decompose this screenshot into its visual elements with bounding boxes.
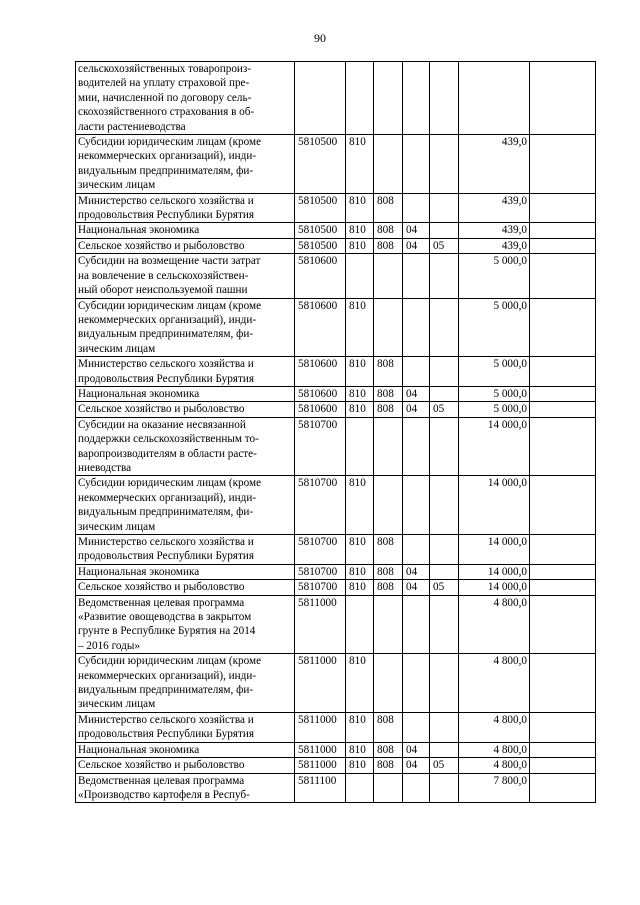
ministry-code-cell: 810 — [346, 298, 374, 357]
table-row — [76, 595, 596, 654]
item-name-line: Национальная экономика — [78, 224, 200, 237]
empty-cell — [530, 773, 596, 803]
item-name-line: Сельское хозяйство и рыболовство — [78, 403, 245, 416]
item-name-cell — [76, 402, 295, 417]
item-name-line: ниеводства — [78, 461, 132, 474]
item-name-line: грунте в Республике Бурятия на 2014 — [78, 625, 256, 638]
table-row — [76, 417, 596, 476]
item-name-line: сельскохозяйственных товаропроиз- — [78, 63, 252, 75]
subsection-code-cell — [430, 476, 459, 535]
empty-cell — [530, 595, 596, 654]
table-row — [76, 535, 596, 565]
table-row — [76, 223, 596, 238]
amount-cell: 14 000,0 — [459, 476, 530, 535]
target-code-cell: 5810600 — [295, 254, 346, 298]
empty-cell — [530, 654, 596, 713]
item-name-cell — [76, 238, 295, 253]
table-row — [76, 773, 596, 803]
item-name-line: Министерство сельского хозяйства и — [78, 536, 254, 548]
department-code-cell: 808 — [374, 712, 403, 742]
item-name-cell — [76, 357, 295, 387]
item-name-cell — [76, 758, 295, 773]
section-code-cell — [403, 535, 430, 565]
subsection-code-cell — [430, 712, 459, 742]
item-name-line: Ведомственная целевая программа — [78, 596, 245, 609]
section-code-cell — [403, 773, 430, 803]
target-code-cell: 5811100 — [295, 773, 346, 803]
target-code-cell: 5810700 — [295, 535, 346, 565]
amount-cell: 14 000,0 — [459, 564, 530, 579]
item-name-line: ный оборот неиспользуемой пашни — [78, 284, 248, 297]
item-name-line: Субсидии юридическим лицам (кроме — [78, 299, 262, 312]
subsection-code-cell — [430, 223, 459, 238]
subsection-code-cell — [430, 595, 459, 654]
target-code-cell: 5810500 — [295, 223, 346, 238]
item-name-line: Сельское хозяйство и рыболовство — [78, 239, 245, 252]
department-code-cell — [374, 773, 403, 803]
amount-cell: 4 800,0 — [459, 654, 530, 713]
amount-cell: 439,0 — [459, 223, 530, 238]
ministry-code-cell: 810 — [346, 758, 374, 773]
empty-cell — [530, 386, 596, 401]
section-code-cell: 04 — [403, 758, 430, 773]
empty-cell — [530, 193, 596, 223]
empty-cell — [530, 238, 596, 253]
table-row — [76, 298, 596, 357]
item-name-line: «Производство картофеля в Респуб- — [78, 788, 250, 801]
item-name-line: Министерство сельского хозяйства и — [78, 194, 254, 207]
empty-cell — [530, 742, 596, 757]
item-name-line: некоммерческих организаций), инди- — [78, 669, 257, 682]
item-name-line: Министерство сельского хозяйства и — [78, 713, 254, 726]
item-name-line: мии, начисленной по договору сель- — [78, 91, 252, 104]
item-name-cell — [76, 476, 295, 535]
department-code-cell: 808 — [374, 742, 403, 757]
item-name-line: варопроизводителям в области расте- — [78, 447, 257, 460]
item-name-line: некоммерческих организаций), инди- — [78, 491, 257, 504]
section-code-cell — [403, 135, 430, 194]
target-code-cell: 5811000 — [295, 595, 346, 654]
item-name-line: некоммерческих организаций), инди- — [78, 313, 257, 326]
item-name-line: Национальная экономика — [78, 387, 200, 400]
page-number: 90 — [314, 31, 326, 45]
empty-cell — [530, 712, 596, 742]
item-name-line: видуальным предпринимателям, фи- — [78, 684, 254, 697]
item-name-line: продовольствия Республики Бурятия — [78, 209, 254, 222]
table-row — [76, 135, 596, 194]
amount-cell: 439,0 — [459, 238, 530, 253]
item-name-line: Субсидии юридическим лицам (кроме — [78, 136, 262, 149]
item-name-line: видуальным предпринимателям, фи- — [78, 328, 254, 341]
item-name-cell — [76, 223, 295, 238]
item-name-line: Субсидии на оказание несвязанной — [78, 418, 246, 431]
amount-cell: 4 800,0 — [459, 758, 530, 773]
ministry-code-cell: 810 — [346, 135, 374, 194]
target-code-cell: 5811000 — [295, 712, 346, 742]
item-name-line: ласти растениеводства — [78, 120, 186, 133]
amount-cell: 5 000,0 — [459, 402, 530, 417]
item-name-line: зическим лицам — [78, 342, 156, 355]
item-name-cell — [76, 193, 295, 223]
empty-cell — [530, 298, 596, 357]
target-code-cell: 5810600 — [295, 402, 346, 417]
subsection-code-cell — [430, 357, 459, 387]
empty-cell — [530, 758, 596, 773]
amount-cell: 4 800,0 — [459, 712, 530, 742]
empty-cell — [530, 580, 596, 595]
subsection-code-cell: 05 — [430, 580, 459, 595]
section-code-cell: 04 — [403, 580, 430, 595]
ministry-code-cell: 810 — [346, 654, 374, 713]
ministry-code-cell: 810 — [346, 580, 374, 595]
empty-cell — [530, 254, 596, 298]
target-code-cell: 5811000 — [295, 654, 346, 713]
item-name-cell — [76, 386, 295, 401]
item-name-line: Субсидии на возмещение части затрат — [78, 255, 261, 268]
item-name-cell — [76, 535, 295, 565]
item-name-cell — [76, 773, 295, 803]
department-code-cell — [374, 654, 403, 713]
target-code-cell: 5810700 — [295, 580, 346, 595]
item-name-line: видуальным предпринимателям, фи- — [78, 506, 254, 519]
item-name-cell — [76, 654, 295, 713]
amount-cell: 5 000,0 — [459, 254, 530, 298]
item-name-line: водителей на уплату страховой пре- — [78, 77, 250, 90]
table-row — [76, 254, 596, 298]
table-row — [76, 357, 596, 387]
section-code-cell — [403, 62, 430, 135]
target-code-cell: 5810500 — [295, 193, 346, 223]
ministry-code-cell: 810 — [346, 402, 374, 417]
table-row — [76, 758, 596, 773]
section-code-cell: 04 — [403, 564, 430, 579]
department-code-cell — [374, 417, 403, 476]
item-name-cell — [76, 62, 295, 135]
empty-cell — [530, 417, 596, 476]
item-name-line: «Развитие овощеводства в закрытом — [78, 611, 252, 624]
subsection-code-cell — [430, 564, 459, 579]
section-code-cell: 04 — [403, 742, 430, 757]
amount-cell: 4 800,0 — [459, 595, 530, 654]
section-code-cell — [403, 254, 430, 298]
department-code-cell: 808 — [374, 580, 403, 595]
section-code-cell — [403, 193, 430, 223]
empty-cell — [530, 223, 596, 238]
empty-cell — [530, 135, 596, 194]
department-code-cell — [374, 135, 403, 194]
ministry-code-cell: 810 — [346, 712, 374, 742]
item-name-line: – 2016 годы» — [78, 639, 140, 652]
target-code-cell: 5810700 — [295, 564, 346, 579]
ministry-code-cell — [346, 62, 374, 135]
subsection-code-cell — [430, 742, 459, 757]
item-name-cell — [76, 564, 295, 579]
item-name-line: скохозяйственного страхования в об- — [78, 106, 255, 119]
item-name-cell — [76, 254, 295, 298]
table-row — [76, 654, 596, 713]
target-code-cell: 5810700 — [295, 417, 346, 476]
ministry-code-cell: 810 — [346, 238, 374, 253]
section-code-cell — [403, 595, 430, 654]
department-code-cell — [374, 62, 403, 135]
section-code-cell — [403, 476, 430, 535]
section-code-cell: 04 — [403, 223, 430, 238]
department-code-cell: 808 — [374, 238, 403, 253]
item-name-cell — [76, 417, 295, 476]
item-name-cell — [76, 135, 295, 194]
ministry-code-cell — [346, 595, 374, 654]
ministry-code-cell — [346, 773, 374, 803]
item-name-cell — [76, 712, 295, 742]
item-name-cell — [76, 580, 295, 595]
target-code-cell: 5810600 — [295, 386, 346, 401]
table-row — [76, 238, 596, 253]
department-code-cell — [374, 298, 403, 357]
department-code-cell: 808 — [374, 402, 403, 417]
subsection-code-cell — [430, 773, 459, 803]
section-code-cell — [403, 417, 430, 476]
section-code-cell — [403, 712, 430, 742]
empty-cell — [530, 62, 596, 135]
empty-cell — [530, 564, 596, 579]
amount-cell: 5 000,0 — [459, 386, 530, 401]
ministry-code-cell: 810 — [346, 386, 374, 401]
item-name-cell — [76, 742, 295, 757]
item-name-line: продовольствия Республики Бурятия — [78, 372, 254, 385]
subsection-code-cell — [430, 417, 459, 476]
item-name-line: продовольствия Республики Бурятия — [78, 728, 254, 741]
department-code-cell: 808 — [374, 758, 403, 773]
item-name-line: Национальная экономика — [78, 743, 200, 756]
budget-table — [75, 61, 596, 803]
subsection-code-cell — [430, 135, 459, 194]
section-code-cell: 04 — [403, 402, 430, 417]
item-name-line: Национальная экономика — [78, 565, 200, 578]
item-name-line: продовольствия Республики Бурятия — [78, 550, 254, 563]
target-code-cell: 5810700 — [295, 476, 346, 535]
item-name-line: зическим лицам — [78, 179, 156, 192]
target-code-cell: 5810600 — [295, 357, 346, 387]
amount-cell: 439,0 — [459, 193, 530, 223]
department-code-cell — [374, 254, 403, 298]
subsection-code-cell: 05 — [430, 758, 459, 773]
department-code-cell: 808 — [374, 357, 403, 387]
subsection-code-cell — [430, 535, 459, 565]
empty-cell — [530, 535, 596, 565]
amount-cell: 5 000,0 — [459, 298, 530, 357]
department-code-cell: 808 — [374, 193, 403, 223]
item-name-line: Министерство сельского хозяйства и — [78, 358, 254, 371]
amount-cell: 14 000,0 — [459, 580, 530, 595]
section-code-cell — [403, 357, 430, 387]
department-code-cell: 808 — [374, 535, 403, 565]
item-name-line: Субсидии юридическим лицам (кроме — [78, 477, 262, 490]
target-code-cell: 5811000 — [295, 742, 346, 757]
table-row — [76, 580, 596, 595]
item-name-line: Сельское хозяйство и рыболовство — [78, 581, 245, 594]
ministry-code-cell: 810 — [346, 535, 374, 565]
section-code-cell: 04 — [403, 386, 430, 401]
item-name-line: некоммерческих организаций), инди- — [78, 150, 257, 163]
item-name-line: зическим лицам — [78, 520, 156, 533]
item-name-line: Сельское хозяйство и рыболовство — [78, 759, 245, 772]
subsection-code-cell — [430, 62, 459, 135]
item-name-line: поддержки сельскохозяйственным то- — [78, 433, 259, 446]
amount-cell: 4 800,0 — [459, 742, 530, 757]
empty-cell — [530, 357, 596, 387]
empty-cell — [530, 402, 596, 417]
department-code-cell: 808 — [374, 564, 403, 579]
section-code-cell: 04 — [403, 238, 430, 253]
table-row — [76, 386, 596, 401]
item-name-line: на вовлечение в сельскохозяйствен- — [78, 269, 249, 282]
table-row — [76, 402, 596, 417]
amount-cell: 439,0 — [459, 135, 530, 194]
target-code-cell: 5811000 — [295, 758, 346, 773]
target-code-cell: 5810600 — [295, 298, 346, 357]
ministry-code-cell: 810 — [346, 193, 374, 223]
department-code-cell — [374, 476, 403, 535]
ministry-code-cell: 810 — [346, 223, 374, 238]
amount-cell: 7 800,0 — [459, 773, 530, 803]
ministry-code-cell: 810 — [346, 476, 374, 535]
item-name-cell — [76, 298, 295, 357]
ministry-code-cell — [346, 417, 374, 476]
department-code-cell: 808 — [374, 386, 403, 401]
subsection-code-cell — [430, 193, 459, 223]
item-name-cell — [76, 595, 295, 654]
item-name-line: видуальным предпринимателям, фи- — [78, 164, 254, 177]
item-name-line: Ведомственная целевая программа — [78, 774, 245, 787]
item-name-line: зическим лицам — [78, 698, 156, 711]
amount-cell: 14 000,0 — [459, 535, 530, 565]
subsection-code-cell — [430, 654, 459, 713]
subsection-code-cell — [430, 298, 459, 357]
section-code-cell — [403, 654, 430, 713]
target-code-cell — [295, 62, 346, 135]
ministry-code-cell — [346, 254, 374, 298]
table-row — [76, 62, 596, 135]
ministry-code-cell: 810 — [346, 564, 374, 579]
empty-cell — [530, 476, 596, 535]
table-row — [76, 476, 596, 535]
amount-cell: 5 000,0 — [459, 357, 530, 387]
table-row — [76, 193, 596, 223]
subsection-code-cell — [430, 254, 459, 298]
ministry-code-cell: 810 — [346, 742, 374, 757]
table-row — [76, 564, 596, 579]
target-code-cell: 5810500 — [295, 238, 346, 253]
subsection-code-cell: 05 — [430, 238, 459, 253]
table-row — [76, 742, 596, 757]
target-code-cell: 5810500 — [295, 135, 346, 194]
amount-cell — [459, 62, 530, 135]
amount-cell: 14 000,0 — [459, 417, 530, 476]
department-code-cell: 808 — [374, 223, 403, 238]
department-code-cell — [374, 595, 403, 654]
item-name-line: Субсидии юридическим лицам (кроме — [78, 655, 262, 668]
subsection-code-cell: 05 — [430, 402, 459, 417]
table-row — [76, 712, 596, 742]
ministry-code-cell: 810 — [346, 357, 374, 387]
section-code-cell — [403, 298, 430, 357]
subsection-code-cell — [430, 386, 459, 401]
